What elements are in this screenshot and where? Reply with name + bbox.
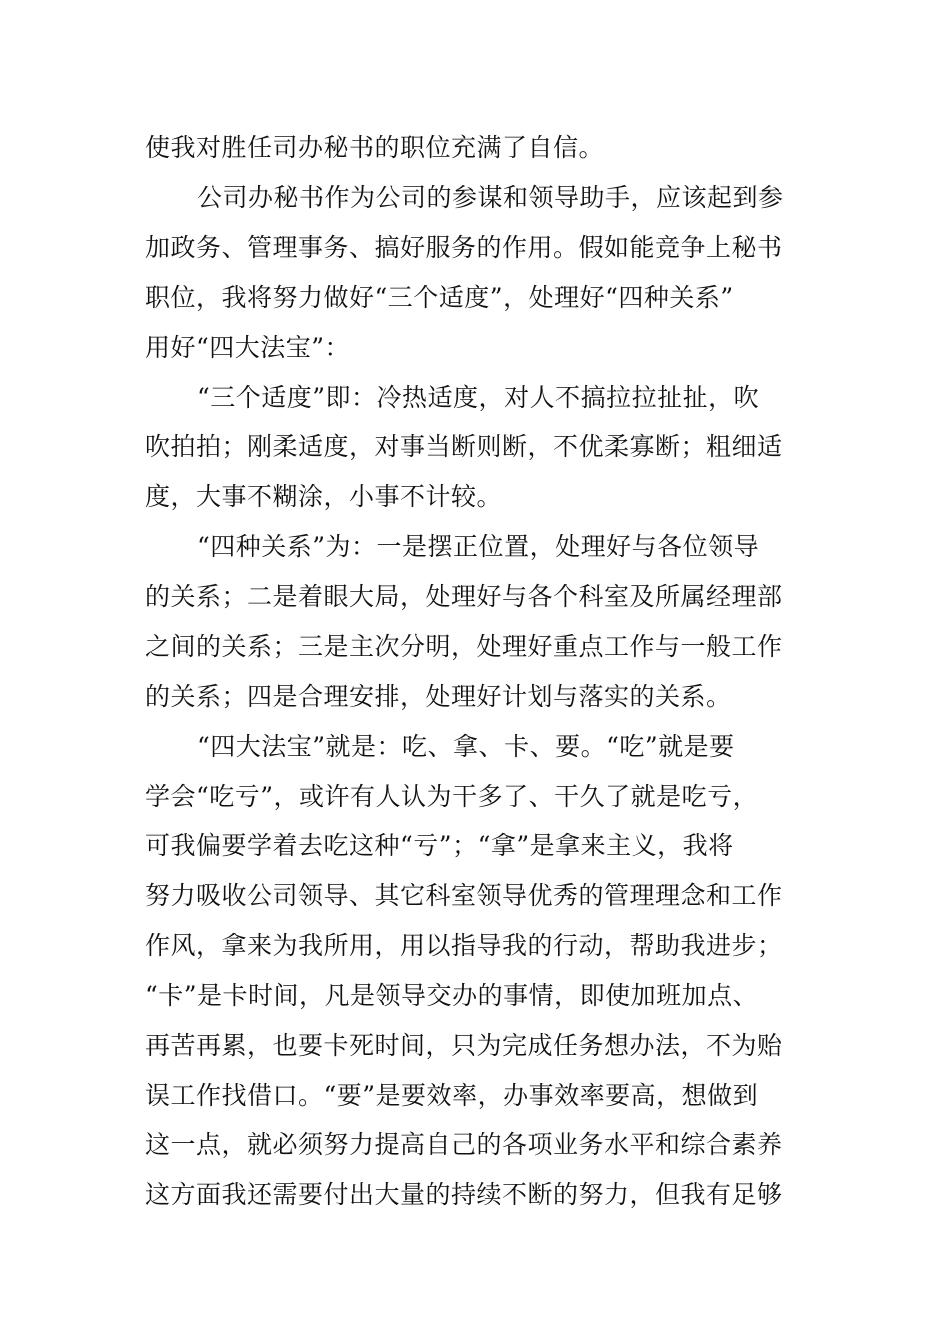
text-line: 加政务、管理事务、搞好服务的作用。假如能竞争上秘书 <box>145 233 783 262</box>
text-line: 可我偏要学着去吃这种“亏”；“拿”是拿来主义，我将 <box>145 831 734 860</box>
text-line: 职位，我将努力做好“三个适度”，处理好“四种关系” <box>145 283 734 312</box>
text-line: 之间的关系；三是主次分明，处理好重点工作与一般工作 <box>145 632 783 661</box>
text-line: 用好“四大法宝”： <box>145 333 351 362</box>
text-line: 误工作找借口。“要”是要效率，办事效率要高，想做到 <box>145 1081 759 1110</box>
text-line: 努力吸收公司领导、其它科室领导优秀的管理理念和工作 <box>145 881 783 910</box>
text-line: 吹拍拍；刚柔适度，对事当断则断，不优柔寡断；粗细适 <box>145 432 783 461</box>
text-line: 再苦再累，也要卡死时间，只为完成任务想办法，不为贻 <box>145 1031 783 1060</box>
text-line: 的关系；二是着眼大局，处理好与各个科室及所属经理部 <box>145 582 783 611</box>
text-line: 度，大事不糊涂，小事不计较。 <box>145 482 503 511</box>
paragraph-start-line: 公司办秘书作为公司的参谋和领导助手，应该起到参 <box>197 183 784 212</box>
text-line: 学会“吃亏”，或许有人认为干多了、干久了就是吃亏， <box>145 782 759 811</box>
text-line: “卡”是卡时间，凡是领导交办的事情，即使加班加点、 <box>145 981 759 1010</box>
text-line: 这方面我还需要付出大量的持续不断的努力，但我有足够 <box>145 1180 783 1209</box>
text-line: 使我对胜任司办秘书的职位充满了自信。 <box>145 133 605 162</box>
text-line: 的关系；四是合理安排，处理好计划与落实的关系。 <box>145 682 732 711</box>
paragraph-start-line: “四种关系”为：一是摆正位置，处理好与各位领导 <box>197 532 760 561</box>
text-line: 这一点，就必须努力提高自己的各项业务水平和综合素养 <box>145 1130 783 1159</box>
paragraph-start-line: “三个适度”即：冷热适度，对人不搞拉拉扯扯，吹 <box>197 383 760 412</box>
text-line: 作风，拿来为我所用，用以指导我的行动，帮助我进步； <box>145 931 783 960</box>
paragraph-start-line: “四大法宝”就是：吃、拿、卡、要。“吃”就是要 <box>197 732 735 761</box>
